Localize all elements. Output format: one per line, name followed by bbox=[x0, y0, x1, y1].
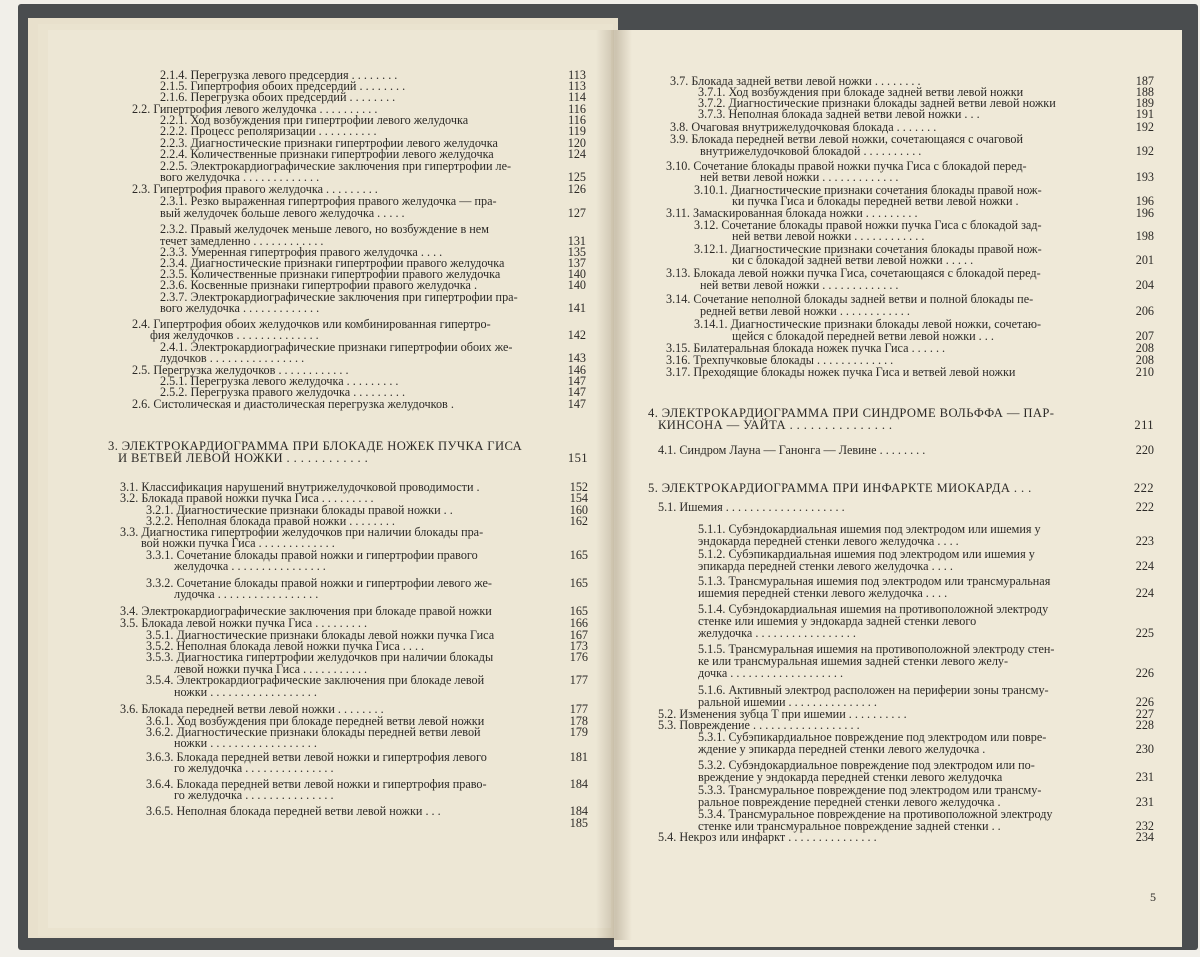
toc-entry-text: 5.3. Повреждение . . . . . . . . . . . . . . . . . . bbox=[658, 718, 860, 732]
toc-entry-page: 187 bbox=[1135, 74, 1154, 88]
toc-entry bbox=[48, 675, 611, 687]
toc-entry bbox=[614, 280, 1182, 292]
toc-entry-text: 5.3.3. Трансмуральное повреждение под электродом или трансму- bbox=[698, 783, 1042, 797]
toc-entry-text: вый желудочек больше левого желудочка . . . . . bbox=[160, 206, 405, 220]
toc-entry-page: 220 bbox=[1135, 443, 1154, 457]
toc-entry bbox=[614, 832, 1182, 844]
toc-entry-page: 226 bbox=[1135, 666, 1154, 680]
toc-entry-page: 147 bbox=[567, 385, 586, 399]
toc-entry-page: 184 bbox=[569, 777, 588, 791]
toc-entry-text: 5.1.1. Субэндокардиальная ишемия под электродом или ишемия у bbox=[698, 522, 1041, 536]
toc-entry-text: 2.2. Гипертрофия левого желудочка . . . . . . . . . . bbox=[132, 102, 378, 116]
toc-entry-text: КИНСОНА — УАЙТА . . . . . . . . . . . . . . . bbox=[658, 418, 893, 432]
toc-right bbox=[614, 30, 1182, 947]
toc-left bbox=[48, 30, 611, 928]
toc-entry-text: 3.5.1. Диагностические признаки блокады левой ножки пучка Гиса bbox=[146, 628, 495, 642]
toc-entry bbox=[48, 561, 611, 573]
toc-entry bbox=[48, 399, 611, 411]
toc-entry bbox=[48, 303, 611, 315]
toc-entry-text: 2.3.7. Электрокардиографические заключения при гипертрофии пра- bbox=[160, 290, 518, 304]
toc-entry bbox=[48, 790, 611, 802]
toc-entry-text: 5.4. Некроз или инфаркт . . . . . . . . . . . . . . . bbox=[658, 830, 877, 844]
toc-entry-page: 140 bbox=[567, 278, 586, 292]
toc-entry-text: 3.7.1. Ход возбуждения при блокаде задней ветви левой ножки bbox=[698, 85, 1024, 99]
toc-entry-text: 2.1.6. Перегрузка обоих предсердий . . . . . . . . bbox=[160, 90, 396, 104]
toc-entry bbox=[614, 744, 1182, 756]
toc-entry-page: 113 bbox=[568, 68, 586, 82]
toc-entry-page: 207 bbox=[1135, 329, 1154, 343]
toc-entry bbox=[48, 453, 611, 465]
toc-entry-page: 211 bbox=[1134, 418, 1154, 432]
toc-entry-page: 225 bbox=[1135, 626, 1154, 640]
toc-entry-page: 201 bbox=[1135, 253, 1154, 267]
toc-entry bbox=[614, 561, 1182, 573]
toc-entry-page: 208 bbox=[1135, 353, 1154, 367]
toc-entry-page: 185 bbox=[569, 816, 588, 830]
toc-entry bbox=[614, 420, 1182, 432]
toc-entry-text: 5.1.6. Активный электрод расположен на периферии зоны трансму- bbox=[698, 683, 1049, 697]
toc-entry-page: 188 bbox=[1135, 85, 1154, 99]
toc-entry-text: 5.1.4. Субэндокардиальная ишемия на противоположной электроду bbox=[698, 602, 1049, 616]
toc-entry-text: 5.1.2. Субэпикардиальная ишемия под электродом или ишемия у bbox=[698, 547, 1035, 561]
toc-entry-page: 198 bbox=[1135, 229, 1154, 243]
toc-entry-text: вой ножки пучка Гиса . . . . . . . . . . . . . bbox=[141, 536, 335, 550]
toc-entry-page: 223 bbox=[1135, 534, 1154, 548]
toc-entry-page: 140 bbox=[567, 267, 586, 281]
toc-entry-page: 224 bbox=[1135, 586, 1154, 600]
toc-entry-text: И ВЕТВЕЙ ЛЕВОЙ НОЖКИ . . . . . . . . . . . . bbox=[118, 451, 369, 465]
toc-entry-text: 3.6.1. Ход возбуждения при блокаде передней ветви левой ножки bbox=[146, 714, 485, 728]
toc-entry-text: 3.16. Трехпучковые блокады . . . . . . . . . . . . . bbox=[666, 353, 894, 367]
toc-entry-page: 165 bbox=[569, 548, 588, 562]
toc-entry-page: 206 bbox=[1135, 304, 1154, 318]
toc-entry-page: 116 bbox=[568, 102, 586, 116]
toc-entry-text: 3.1. Классификация нарушений внутрижелудочковой проводимости . bbox=[120, 480, 480, 494]
toc-entry-page: 192 bbox=[1135, 120, 1154, 134]
toc-entry-text: вого желудочка . . . . . . . . . . . . . bbox=[160, 301, 320, 315]
toc-entry bbox=[614, 628, 1182, 640]
toc-entry-page: 232 bbox=[1135, 819, 1154, 833]
toc-entry-text: 2.3.1. Резко выраженная гипертрофия правого желудочка — пра- bbox=[160, 194, 497, 208]
toc-entry-text: 3.7.2. Диагностические признаки блокады задней ветви левой ножки bbox=[698, 96, 1056, 110]
toc-entry-page: 192 bbox=[1135, 144, 1154, 158]
toc-entry-text: 5.1. Ишемия . . . . . . . . . . . . . . . . . . . . bbox=[658, 500, 845, 514]
toc-entry-text: левой ножки пучка Гиса . . . . . . . . . . . bbox=[174, 662, 368, 676]
toc-entry-text: 3.6.3. Блокада передней ветви левой ножки и гипертрофия левого bbox=[146, 750, 487, 764]
toc-entry-page: 114 bbox=[568, 90, 586, 104]
toc-entry-text: 4.1. Синдром Лауна — Ганонга — Левине . . . . . . . . bbox=[658, 443, 926, 457]
toc-entry-page: 165 bbox=[569, 604, 588, 618]
toc-entry-text: 2.4. Гипертрофия обоих желудочков или комбинированная гипертро- bbox=[132, 317, 491, 331]
toc-entry-text: 3.7.3. Неполная блокада задней ветви левой ножки . . . bbox=[698, 107, 980, 121]
toc-entry bbox=[48, 224, 611, 236]
toc-entry-text: 3.7. Блокада задней ветви левой ножки . . . . . . . . bbox=[670, 74, 921, 88]
toc-entry-text: 2.3.5. Количественные признаки гипертрофии правого желудочка bbox=[160, 267, 501, 281]
toc-entry-text: 2.5.1. Перегрузка левого желудочка . . . . . . . . . bbox=[160, 374, 399, 388]
toc-entry-text: 3.11. Замаскированная блокада ножки . . . . . . . . . bbox=[666, 206, 918, 220]
toc-entry-page: 230 bbox=[1135, 742, 1154, 756]
toc-entry-page: 177 bbox=[569, 702, 588, 716]
toc-entry bbox=[48, 738, 611, 750]
toc-entry-page: 124 bbox=[567, 147, 586, 161]
right-page bbox=[614, 30, 1182, 947]
toc-entry-text: фия желудочков . . . . . . . . . . . . . . bbox=[150, 328, 319, 342]
toc-entry-text: ножки . . . . . . . . . . . . . . . . . . bbox=[174, 685, 317, 699]
toc-entry-text: 4. ЭЛЕКТРОКАРДИОГРАММА ПРИ СИНДРОМЕ ВОЛЬФФА — ПАР- bbox=[648, 406, 1055, 420]
toc-entry-text: 3.8. Очаговая внутрижелудочковая блокада . . . . . . . bbox=[670, 120, 937, 134]
toc-entry-text: 3.3.2. Сочетание блокады правой ножки и гипертрофии левого же- bbox=[146, 576, 492, 590]
toc-entry-text: 3.3. Диагностика гипертрофии желудочков при наличии блокады пра- bbox=[120, 525, 484, 539]
toc-entry-text: редней ветви левой ножки . . . . . . . . . . . . bbox=[700, 304, 910, 318]
toc-entry-text: ишемия передней стенки левого желудочка . . . . bbox=[698, 586, 948, 600]
toc-entry-page: 166 bbox=[569, 616, 588, 630]
toc-entry-text: стенке или ишемия у эндокарда задней стенки левого bbox=[698, 614, 977, 628]
toc-entry-text: внутрижелудочковой блокадой . . . . . . . . . . bbox=[700, 144, 922, 158]
toc-entry-page: 191 bbox=[1135, 107, 1154, 121]
toc-entry bbox=[614, 445, 1182, 457]
toc-entry-page: 120 bbox=[567, 136, 586, 150]
toc-entry-text: 3.12. Сочетание блокады правой ножки пучка Гиса с блокадой зад- bbox=[694, 218, 1042, 232]
toc-entry-text: 3.5. Блокада левой ножки пучка Гиса . . . . . . . . . bbox=[120, 616, 368, 630]
toc-entry bbox=[614, 367, 1182, 379]
toc-entry-text: 2.3.6. Косвенные признаки гипертрофии правого желудочка . bbox=[160, 278, 478, 292]
toc-entry-text: 3. ЭЛЕКТРОКАРДИОГРАММА ПРИ БЛОКАДЕ НОЖЕК ПУЧКА ГИСА bbox=[108, 439, 523, 453]
toc-entry-text: эпикарда передней стенки левого желудочка . . . . bbox=[698, 559, 953, 573]
toc-entry-text: 3.6.4. Блокада передней ветви левой ножки и гипертрофия право- bbox=[146, 777, 487, 791]
toc-entry-text: щейся с блокадой передней ветви левой ножки . . . bbox=[732, 329, 994, 343]
toc-entry-page: 179 bbox=[569, 725, 588, 739]
toc-entry-text: 3.5.2. Неполная блокада левой ножки пучка Гиса . . . . bbox=[146, 639, 425, 653]
toc-entry-page: 127 bbox=[567, 206, 586, 220]
toc-entry-page: 228 bbox=[1135, 718, 1154, 732]
toc-entry-text: ральное повреждение передней стенки левого желудочка . bbox=[698, 795, 1001, 809]
toc-entry-text: 3.14.1. Диагностические признаки блокады левой ножки, сочетаю- bbox=[694, 317, 1042, 331]
toc-entry-page: 165 bbox=[569, 576, 588, 590]
toc-entry-text: 3.5.4. Электрокардиографические заключения при блокаде левой bbox=[146, 673, 485, 687]
toc-entry bbox=[614, 146, 1182, 158]
toc-entry-text: 3.2.2. Неполная блокада правой ножки . . . . . . . . bbox=[146, 514, 395, 528]
toc-entry-text: 3.2. Блокада правой ножки пучка Гиса . . . . . . . . . bbox=[120, 491, 374, 505]
toc-entry-page: 142 bbox=[567, 328, 586, 342]
toc-entry-page: 160 bbox=[569, 503, 588, 517]
toc-entry bbox=[614, 668, 1182, 680]
toc-entry-text: 3.6. Блокада передней ветви левой ножки . . . . . . . . bbox=[120, 702, 384, 716]
toc-entry-page: 184 bbox=[569, 804, 588, 818]
toc-entry-text: 2.2.2. Процесс реполяризации . . . . . . . . . . bbox=[160, 124, 377, 138]
left-page bbox=[48, 30, 611, 928]
toc-entry-text: дочка . . . . . . . . . . . . . . . . . . . bbox=[698, 666, 844, 680]
toc-entry-text: 5.3.2. Субэндокардиальное повреждение под электродом или по- bbox=[698, 758, 1035, 772]
toc-entry-page: 125 bbox=[567, 170, 586, 184]
toc-entry-text: вого желудочка . . . . . . . . . . . . . bbox=[160, 170, 320, 184]
toc-entry bbox=[48, 806, 611, 818]
toc-entry-text: желудочка . . . . . . . . . . . . . . . . . bbox=[698, 626, 856, 640]
toc-entry-text: 3.6.2. Диагностические признаки блокады передней ветви левой bbox=[146, 725, 481, 739]
toc-entry-text: эндокарда передней стенки левого желудочка . . . . bbox=[698, 534, 959, 548]
toc-entry-page: 147 bbox=[567, 374, 586, 388]
toc-entry-text: 3.13. Блокада левой ножки пучка Гиса, сочетающаяся с блокадой перед- bbox=[666, 266, 1041, 280]
toc-entry-page: 135 bbox=[567, 245, 586, 259]
toc-entry-text: 2.2.3. Диагностические признаки гипертрофии левого желудочка bbox=[160, 136, 498, 150]
toc-entry-text: ке или трансмуральная ишемия задней стенки левого желу- bbox=[698, 654, 1009, 668]
toc-entry-page: 131 bbox=[567, 234, 586, 248]
toc-entry-page: 222 bbox=[1133, 481, 1154, 495]
toc-entry-text: 3.15. Билатеральная блокада ножек пучка Гиса . . . . . . bbox=[666, 341, 946, 355]
toc-entry-text: 2.1.5. Гипертрофия обоих предсердий . . . . . . . . bbox=[160, 79, 406, 93]
page-number: 5 bbox=[1150, 890, 1156, 904]
toc-entry-text: 2.1.4. Перегрузка левого предсердия . . . . . . . . bbox=[160, 68, 398, 82]
toc-entry-text: течет замедленно . . . . . . . . . . . . bbox=[160, 234, 324, 248]
toc-entry-text: ки пучка Гиса и блокады передней ветви левой ножки . bbox=[732, 194, 1019, 208]
toc-entry-page: 146 bbox=[567, 363, 586, 377]
toc-entry-page: 210 bbox=[1135, 365, 1154, 379]
toc-entry-text: 5.1.3. Трансмуральная ишемия под электродом или трансмуральная bbox=[698, 574, 1051, 588]
toc-entry-page: 227 bbox=[1135, 707, 1154, 721]
toc-entry-text: ножки . . . . . . . . . . . . . . . . . . bbox=[174, 736, 317, 750]
toc-entry-page: 222 bbox=[1135, 500, 1154, 514]
toc-entry bbox=[48, 763, 611, 775]
toc-entry-text: 3.10. Сочетание блокады правой ножки пучка Гиса с блокадой перед- bbox=[666, 159, 1027, 173]
toc-entry-page: 147 bbox=[567, 397, 586, 411]
toc-entry-page: 231 bbox=[1135, 770, 1154, 784]
toc-entry-text: 5.2. Изменения зубца T при ишемии . . . . . . . . . . bbox=[658, 707, 907, 721]
toc-entry-text: 3.4. Электрокардиографические заключения при блокаде правой ножки bbox=[120, 604, 492, 618]
toc-entry-page: 196 bbox=[1135, 194, 1154, 208]
toc-entry-page: 143 bbox=[567, 351, 586, 365]
toc-entry-page: 226 bbox=[1135, 695, 1154, 709]
toc-entry-text: го желудочка . . . . . . . . . . . . . . . bbox=[174, 788, 334, 802]
toc-entry-text: вреждение у эндокарда передней стенки левого желудочка bbox=[698, 770, 1003, 784]
toc-entry-text: лудочков . . . . . . . . . . . . . . . . bbox=[160, 351, 305, 365]
toc-entry-text: 2.2.5. Электрокардиографические заключения при гипертрофии ле- bbox=[160, 159, 512, 173]
toc-entry bbox=[614, 588, 1182, 600]
toc-entry-text: 2.5.2. Перегрузка правого желудочка . . . . . . . . . bbox=[160, 385, 406, 399]
toc-entry-text: 2.6. Систолическая и диастолическая перегрузка желудочков . bbox=[132, 397, 454, 411]
toc-entry-page: 167 bbox=[569, 628, 588, 642]
toc-entry-text: 2.4.1. Электрокардиографические признаки гипертрофии обоих же- bbox=[160, 340, 513, 354]
toc-entry-page: 204 bbox=[1135, 278, 1154, 292]
toc-entry-text: 2.2.1. Ход возбуждения при гипертрофии левого желудочка bbox=[160, 113, 469, 127]
toc-entry-text: 2.3.4. Диагностические признаки гипертрофии правого желудочка bbox=[160, 256, 505, 270]
toc-entry bbox=[614, 502, 1182, 514]
toc-entry-page: 152 bbox=[569, 480, 588, 494]
toc-entry-text: 3.17. Преходящие блокады ножек пучка Гиса и ветвей левой ножки bbox=[666, 365, 1016, 379]
toc-entry-text: лудочка . . . . . . . . . . . . . . . . . bbox=[174, 587, 319, 601]
toc-entry-text: 3.2.1. Диагностические признаки блокады правой ножки . . bbox=[146, 503, 453, 517]
toc-entry-text: 2.5. Перегрузка желудочков . . . . . . . . . . . . bbox=[132, 363, 349, 377]
toc-entry-text: 5.3.4. Трансмуральное повреждение на противоположной электроду bbox=[698, 807, 1053, 821]
toc-entry-page: 116 bbox=[568, 113, 586, 127]
toc-entry-text: ней ветви левой ножки . . . . . . . . . . . . . bbox=[700, 278, 899, 292]
toc-entry bbox=[48, 818, 611, 830]
toc-entry-text: 5.3.1. Субэпикардиальное повреждение под электродом или повре- bbox=[698, 730, 1047, 744]
toc-entry-page: 178 bbox=[569, 714, 588, 728]
toc-entry-text: ней ветви левой ножки . . . . . . . . . . . . bbox=[732, 229, 925, 243]
toc-entry-page: 208 bbox=[1135, 341, 1154, 355]
toc-entry-text: 3.5.3. Диагностика гипертрофии желудочков при наличии блокады bbox=[146, 650, 494, 664]
toc-entry-text: 3.6.5. Неполная блокада передней ветви левой ножки . . . bbox=[146, 804, 441, 818]
toc-entry-text: 3.14. Сочетание неполной блокады задней ветви и полной блокады пе- bbox=[666, 292, 1034, 306]
toc-entry-text: ней ветви левой ножки . . . . . . . . . . . . . bbox=[700, 170, 899, 184]
toc-entry-page: 224 bbox=[1135, 559, 1154, 573]
toc-entry bbox=[48, 208, 611, 220]
toc-entry-text: 2.3.3. Умеренная гипертрофия правого желудочка . . . . bbox=[160, 245, 443, 259]
toc-entry-text: 2.3. Гипертрофия правого желудочка . . . . . . . . . bbox=[132, 182, 378, 196]
toc-entry-text: ждение у эпикарда передней стенки левого желудочка . bbox=[698, 742, 986, 756]
book-gutter bbox=[596, 30, 632, 940]
toc-entry-text: го желудочка . . . . . . . . . . . . . . . bbox=[174, 761, 334, 775]
toc-entry-text: ки с блокадой задней ветви левой ножки . . . . . bbox=[732, 253, 974, 267]
toc-entry-page: 234 bbox=[1135, 830, 1154, 844]
toc-entry-page: 154 bbox=[569, 491, 588, 505]
toc-entry-page: 176 bbox=[569, 650, 588, 664]
toc-entry-text: 3.3.1. Сочетание блокады правой ножки и гипертрофии правого bbox=[146, 548, 478, 562]
toc-entry bbox=[48, 687, 611, 699]
toc-entry-page: 231 bbox=[1135, 795, 1154, 809]
toc-entry bbox=[614, 483, 1182, 495]
toc-entry-page: 126 bbox=[567, 182, 586, 196]
toc-entry-page: 193 bbox=[1135, 170, 1154, 184]
toc-entry-text: 3.12.1. Диагностические признаки сочетания блокады правой нож- bbox=[694, 242, 1042, 256]
toc-entry-page: 151 bbox=[567, 451, 588, 465]
toc-entry-text: 2.2.4. Количественные признаки гипертрофии левого желудочка bbox=[160, 147, 494, 161]
toc-entry-page: 141 bbox=[567, 301, 586, 315]
toc-entry-text: 3.9. Блокада передней ветви левой ножки, сочетающаяся с очаговой bbox=[670, 132, 1023, 146]
toc-entry-text: стенке или трансмуральное повреждение задней стенки . . bbox=[698, 819, 1001, 833]
toc-entry-text: 5. ЭЛЕКТРОКАРДИОГРАММА ПРИ ИНФАРКТЕ МИОКАРДА . . . bbox=[648, 481, 1032, 495]
toc-entry-text: желудочка . . . . . . . . . . . . . . . . bbox=[174, 559, 326, 573]
toc-entry-page: 137 bbox=[567, 256, 586, 270]
toc-entry-page: 181 bbox=[569, 750, 588, 764]
toc-entry-page: 173 bbox=[569, 639, 588, 653]
toc-entry-page: 162 bbox=[569, 514, 588, 528]
toc-entry-text: 2.3.2. Правый желудочек меньше левого, но возбуждение в нем bbox=[160, 222, 489, 236]
toc-entry-text: 3.10.1. Диагностические признаки сочетания блокады правой нож- bbox=[694, 183, 1042, 197]
toc-entry-text: 5.1.5. Трансмуральная ишемия на противоположной электроду стен- bbox=[698, 642, 1055, 656]
toc-entry-page: 196 bbox=[1135, 206, 1154, 220]
toc-entry-page: 113 bbox=[568, 79, 586, 93]
toc-entry-page: 177 bbox=[569, 673, 588, 687]
toc-entry bbox=[48, 589, 611, 601]
toc-entry-text: ральной ишемии . . . . . . . . . . . . . . . bbox=[698, 695, 877, 709]
toc-entry-page: 119 bbox=[568, 124, 586, 138]
toc-entry-page: 189 bbox=[1135, 96, 1154, 110]
